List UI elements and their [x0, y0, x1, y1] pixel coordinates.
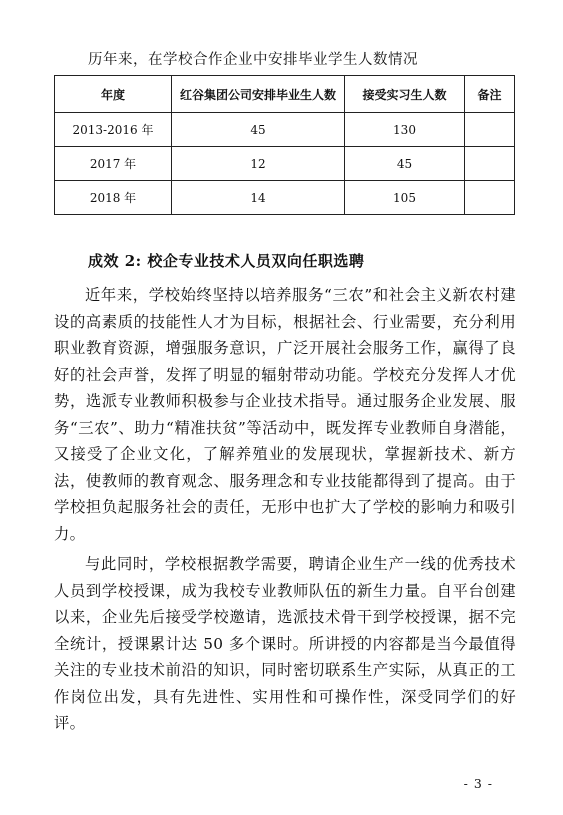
table-caption: 历年来，在学校合作企业中安排毕业学生人数情况	[88, 52, 418, 68]
cell-year: 2013-2016 年	[55, 113, 172, 147]
cell-interns-accepted: 130	[345, 113, 465, 147]
cell-remarks	[465, 147, 515, 181]
cell-graduates-placed: 12	[172, 147, 345, 181]
table-row	[55, 181, 515, 215]
graduate-placement-table	[54, 75, 515, 215]
cell-interns-accepted: 45	[345, 147, 465, 181]
cell-year: 2018 年	[55, 181, 172, 215]
section-heading: 成效 2: 校企专业技术人员双向任职选聘	[88, 252, 365, 270]
cell-year: 2017 年	[55, 147, 172, 181]
table-row	[55, 147, 515, 181]
column-header-year: 年度	[55, 76, 172, 113]
cell-remarks	[465, 181, 515, 215]
column-header-interns-accepted: 接受实习生人数	[345, 76, 465, 113]
body-paragraph: 与此同时，学校根据教学需要，聘请企业生产一线的优秀技术人员到学校授课，成为我校专业教师队伍的新生力量。自平台创建以来，企业先后接受学校邀请，选派技术骨干到学校授课，据不完全统计，授课累计达 50 多个课时。所讲授的内容都是当今最值得关注的专业技术前沿的知识，同时密切联系生产实际，从真正的工作岗位出发，具有先进性、实用性和可操作性，深受同学们的好评。	[54, 555, 516, 732]
column-header-remarks: 备注	[465, 76, 515, 113]
page-number: - 3 -	[463, 776, 493, 791]
body-paragraph: 近年来，学校始终坚持以培养服务“三农”和社会主义新农村建设的高素质的技能性人才为目标，根据社会、行业需要，充分利用职业教育资源，增强服务意识，广泛开展社会服务工作，赢得了良好的社会声誉，发挥了明显的辐射带动功能。学校充分发挥人才优势，选派专业教师积极参与企业技术指导。通过服务企业发展、服务“三农”、助力“精准扶贫”等活动中，既发挥专业教师自身潜能，又接受了企业文化，了解养殖业的发展现状，掌握新技术、新方法，使教师的教育观念、服务理念和专业技能都得到了提高。由于学校担负起服务社会的责任，无形中也扩大了学校的影响力和吸引力。	[54, 286, 516, 543]
cell-interns-accepted: 105	[345, 181, 465, 215]
table-row	[55, 113, 515, 147]
column-header-graduates-placed: 红谷集团公司安排毕业生人数	[172, 76, 345, 113]
cell-graduates-placed: 14	[172, 181, 345, 215]
cell-remarks	[465, 113, 515, 147]
cell-graduates-placed: 45	[172, 113, 345, 147]
table-header-row	[55, 76, 515, 113]
